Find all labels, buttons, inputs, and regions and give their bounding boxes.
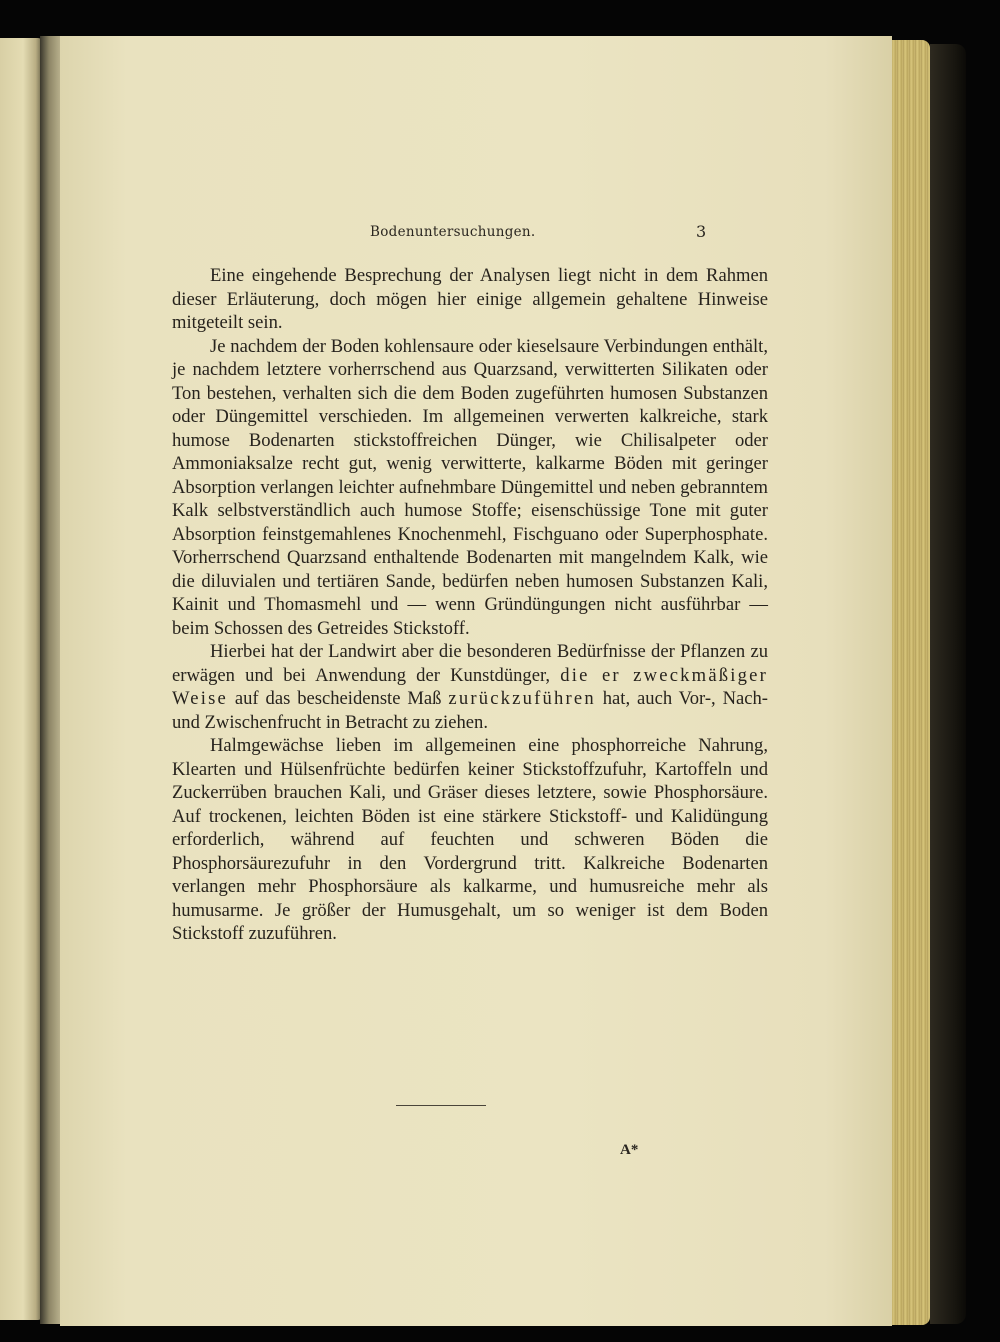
paragraph-3-text-middle: auf das bescheidenste Maß bbox=[227, 688, 449, 709]
signature-mark: A* bbox=[620, 1142, 639, 1158]
running-head bbox=[60, 224, 892, 250]
paragraph-3-text-before: Hierbei hat der Landwirt aber die besonderen Bedürfnisse der Pflanzen zu erwägen und bei Anwendung der Kunstdünger, bbox=[172, 641, 768, 686]
emphasis-spaced-text-2: zurückzuführen bbox=[448, 688, 596, 709]
paragraph-1: Eine eingehende Besprechung der Analysen liegt nicht in dem Rahmen dieser Erläuterung, doch mögen hier einige allgemein gehaltene Hinweise mitgeteilt sein. bbox=[172, 265, 768, 333]
emphasis-spaced-text-1: die er zweckmäßiger Weise bbox=[172, 664, 768, 709]
body-text bbox=[172, 264, 768, 946]
paragraph-3 bbox=[172, 640, 768, 734]
paragraph-3-text-after: hat, auch Vor-, Nach- und Zwischenfrucht in Betracht zu ziehen. bbox=[172, 688, 769, 733]
book-page bbox=[60, 36, 892, 1326]
paragraph-4: Halmgewächse lieben im allgemeinen eine phosphorreiche Nahrung, Klearten und Hülsenfrüchte bedürfen keiner Stickstoffzufuhr, Kartoffeln und Zuckerrüben brauchen Kali, und Gräser dieses letztere, sowie Phosphorsäure. Auf trockenen, leichten Böden ist eine stärkere Stickstoff- und Kalidüngung erforderlich, während auf feuchten und schweren Böden die Phosphorsäurezufuhr in den Vordergrund tritt. Kalkreiche Bodenarten verlangen mehr Phosphorsäure als kalkarme, und humusreiche mehr als humusarme. Je größer der Humusgehalt, um so weniger ist dem Boden Stickstoff zuzuführen. bbox=[172, 735, 768, 944]
left-page-edge bbox=[0, 38, 42, 1320]
running-head-title: Bodenuntersuchungen. bbox=[370, 224, 536, 240]
paragraph-2: Je nachdem der Boden kohlensaure oder kieselsaure Verbindungen enthält, je nachdem letztere vorherrschend aus Quarzsand, verwitterten Silikaten oder Ton bestehen, verhalten sich die dem Boden zugeführten humosen Substanzen oder Düngemittel verschieden. Im allgemeinen verwerten kalkreiche, stark humose Bodenarten stickstoffreichen Dünger, wie Chilisalpeter oder Ammoniaksalze recht gut, wenig verwitterte, kalkarme Böden mit geringer Absorption verlangen leichter aufnehmbare Düngemittel und neben gebranntem Kalk selbstverständlich auch humose Stoffe; eisenschüssige Tone mit guter Absorption feinstgemahlenes Knochenmehl, Fischguano oder Superphosphate. Vorherrschend Quarzsand enthaltende Bodenarten mit mangelndem Kalk, wie die diluvialen und tertiären Sande, bedürfen neben humosen Substanzen Kali, Kainit und Thomasmehl und — wenn Gründüngungen nicht ausführbar — beim Schossen des Getreides Stickstoff. bbox=[172, 335, 768, 639]
page-number: 3 bbox=[696, 222, 707, 241]
book-cover-edge bbox=[930, 44, 966, 1324]
section-end-rule bbox=[396, 1105, 486, 1106]
